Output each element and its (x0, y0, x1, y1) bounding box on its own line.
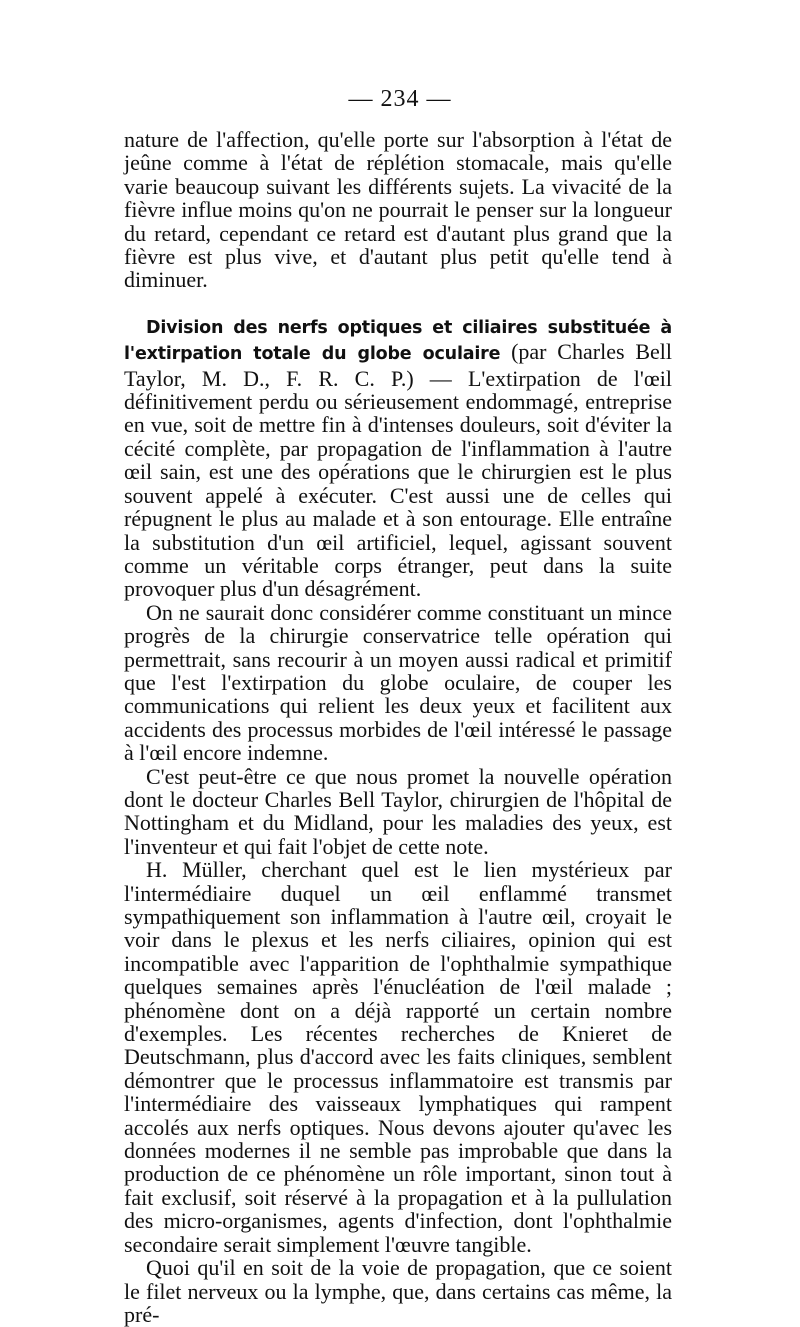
page-number: — 234 — (348, 86, 452, 112)
paragraph-conservative-surgery: On ne saurait donc considérer comme constituant un mince progrès de la chirurgie conservatrice telle opération qui permettrait, sans recourir à un moyen aussi radical et primitif que l'est l'extirpation du globe oculaire, de couper les communications qui relient les deux yeux et facilitent aux accidents des processus morbides de l'œil intéressé le passage à l'œil encore indemne. (124, 599, 672, 766)
paragraph-muller: H. Müller, cherchant quel est le lien mystérieux par l'intermédiaire duquel un œil enflammé transmet sympathiquement son inflammation à l'autre œil, croyait le voir dans le plexus et les nerfs ciliaires, opinion qui est incompatible avec l'apparition de l'ophthalmie sympathique quelques semaines après l'énucléation de l'œil malade ; phénomène dont on a déjà rapporté un certain nombre d'exemples. Les récentes recherches de Knieret de Deutschmann, plus d'accord avec les faits cliniques, semblent démontrer que le processus inflammatoire est transmis par l'intermédiaire des vaisseaux lymphatiques qui rampent accolés aux nerfs optiques. Nous devons ajouter qu'avec les données modernes il ne semble pas improbable que dans la production de ce phénomène un rôle important, sinon tout à fait exclusif, soit réservé à la propagation et à la pullulation des micro-organismes, agents d'infection, dont l'ophthalmie secondaire serait simplement l'œuvre tangible. (124, 857, 672, 1257)
paragraph-fever-delay: nature de l'affection, qu'elle porte sur l'absorption à l'état de jeûne comme à l'état de réplétion stomacale, mais qu'elle varie beaucoup suivant les différents sujets. La vivacité de la fièvre influe moins qu'on ne pourrait le penser sur la longueur du retard, cependant ce retard est d'autant plus grand que la fièvre est plus vive, et d'autant plus petit qu'elle tend à diminuer. (124, 127, 672, 293)
section-optic-nerve-division (124, 314, 672, 601)
section-author-credit: (par Charles Bell Taylor, M. D., F. R. C. P.) (124, 339, 672, 391)
section-heading: Division des nerfs optiques et ciliaires substituée à l'extirpation totale du globe oculaire (124, 317, 672, 365)
paragraph-extirpation: — L'extirpation de l'œil définitivement perdu ou sérieusement endommagé, entreprise en vue, soit de mettre fin à d'intenses douleurs, soit d'éviter la cécité complète, par propagation de l'inflammation à l'autre œil sain, est une des opérations que le chirurgien est le plus souvent appelé à exécuter. C'est aussi une de celles qui répugnent le plus au malade et à son entourage. Elle entraîne la substitution d'un œil artificiel, lequel, agissant souvent comme un véritable corps étranger, peut dans la suite provoquer plus d'un désagrément. (124, 365, 672, 602)
paragraph-propagation: Quoi qu'il en soit de la voie de propagation, que ce soient le filet nerveux ou la lymphe, que, dans certains cas même, la pré- (124, 1255, 672, 1327)
paragraph-new-operation: C'est peut-être ce que nous promet la nouvelle opération dont le docteur Charles Bell Taylor, chirurgien de l'hôpital de Nottingham et du Midland, pour les maladies des yeux, est l'inventeur et qui fait l'objet de cette note. (124, 763, 672, 859)
body-text (124, 128, 672, 1326)
